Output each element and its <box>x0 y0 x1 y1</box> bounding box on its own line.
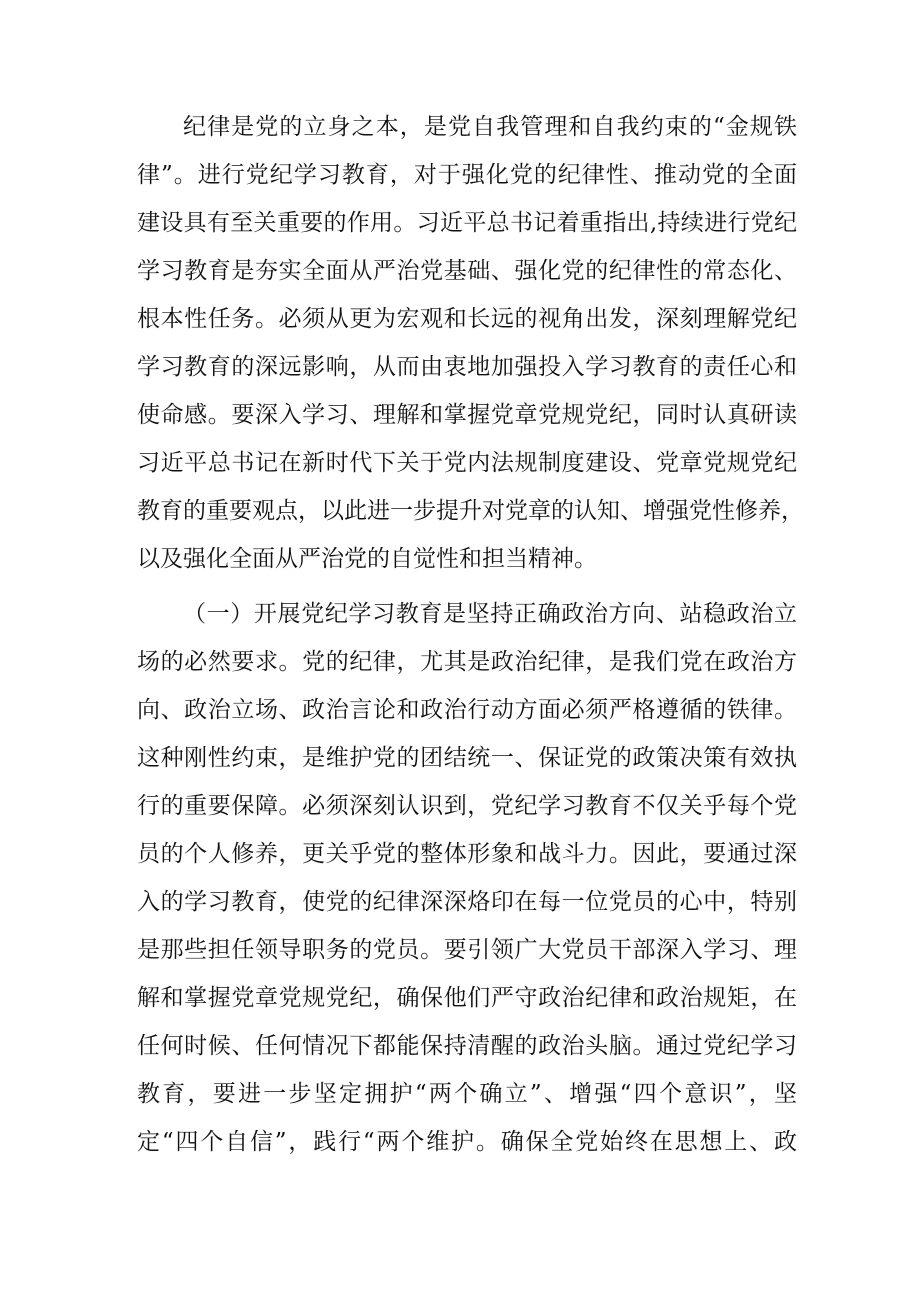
paragraph-1-line-7: 使命感。要深入学习、理解和掌握党章党规党纪，同时认真研读 <box>137 402 797 428</box>
paragraph-1-line-3: 建设具有至关重要的作用。习近平总书记着重指出,持续进行党纪 <box>137 210 797 236</box>
paragraph-2-line-2: 场的必然要求。党的纪律，尤其是政治纪律，是我们党在政治方 <box>137 649 797 675</box>
paragraph-2-line-8: 是那些担任领导职务的党员。要引领广大党员干部深入学习、理 <box>137 937 797 963</box>
paragraph-2-line-1: （一）开展党纪学习教育是坚持正确政治方向、站稳政治立 <box>183 601 797 627</box>
paragraph-2-line-12: 定“四个自信”，践行“两个维护。确保全党始终在思想上、政 <box>137 1129 797 1155</box>
paragraph-1-line-6: 学习教育的深远影响，从而由衷地加强投入学习教育的责任心和 <box>137 354 797 380</box>
paragraph-1-line-2: 律”。进行党纪学习教育，对于强化党的纪律性、推动党的全面 <box>137 162 797 188</box>
paragraph-2-line-10: 任何时候、任何情况下都能保持清醒的政治头脑。通过党纪学习 <box>137 1033 797 1059</box>
paragraph-1-line-4: 学习教育是夯实全面从严治党基础、强化党的纪律性的常态化、 <box>137 258 797 284</box>
paragraph-2-line-11: 教育，要进一步坚定拥护“两个确立”、增强“四个意识”，坚 <box>137 1081 797 1107</box>
paragraph-2-line-4: 这种刚性约束，是维护党的团结统一、保证党的政策决策有效执 <box>137 745 797 771</box>
paragraph-1-line-1: 纪律是党的立身之本，是党自我管理和自我约束的“金规铁 <box>183 114 797 140</box>
paragraph-1-line-9: 教育的重要观点，以此进一步提升对党章的认知、增强党性修养， <box>137 498 804 524</box>
paragraph-2-line-7: 入的学习教育，使党的纪律深深烙印在每一位党员的心中，特别 <box>137 889 797 915</box>
paragraph-1-line-8: 习近平总书记在新时代下关于党内法规制度建设、党章党规党纪 <box>137 450 797 476</box>
paragraph-1-line-5: 根本性任务。必须从更为宏观和长远的视角出发，深刻理解党纪 <box>137 306 797 332</box>
paragraph-2-line-6: 员的个人修养，更关乎党的整体形象和战斗力。因此，要通过深 <box>137 841 797 867</box>
paragraph-2-line-9: 解和掌握党章党规党纪，确保他们严守政治纪律和政治规矩，在 <box>137 985 797 1011</box>
paragraph-1-line-10: 以及强化全面从严治党的自觉性和担当精神。 <box>137 546 597 572</box>
paragraph-2-line-5: 行的重要保障。必须深刻认识到，党纪学习教育不仅关乎每个党 <box>137 793 797 819</box>
paragraph-2-line-3: 向、政治立场、政治言论和政治行动方面必须严格遵循的铁律。 <box>137 697 797 723</box>
